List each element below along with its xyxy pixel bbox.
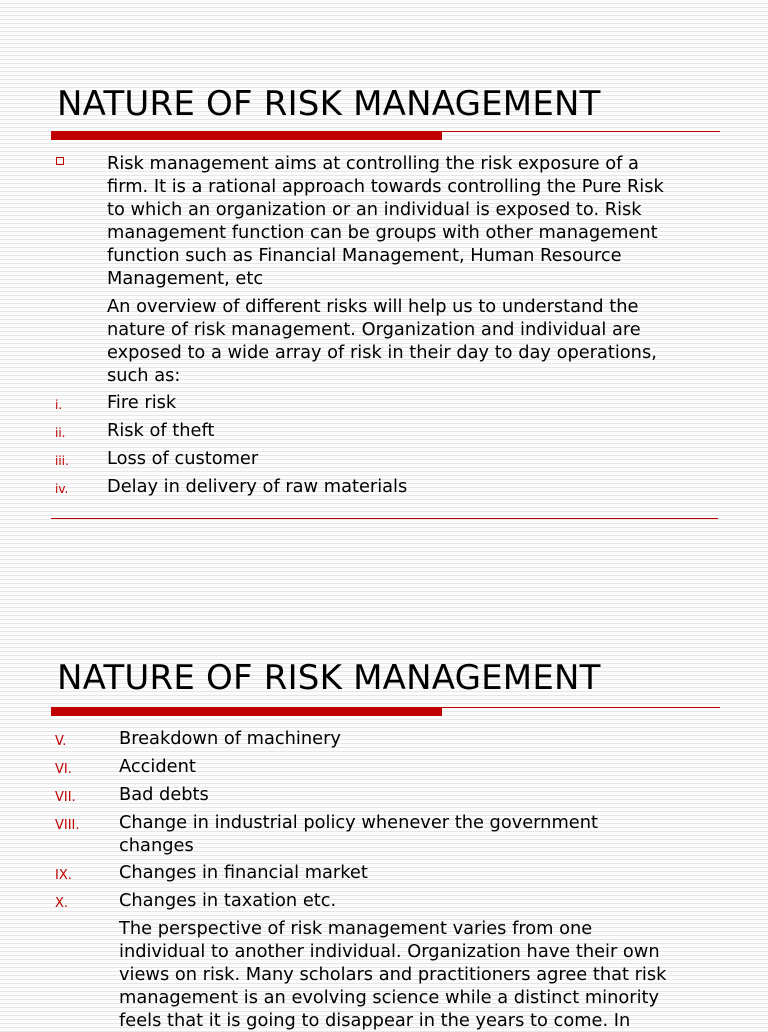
paragraph-perspective (119, 917, 666, 1032)
paragraph-risk-management-aims (107, 152, 664, 290)
paragraph-line: management function can be groups with other management (107, 222, 658, 243)
paragraph-line: Risk management aims at controlling the risk exposure of a (107, 153, 639, 174)
paragraph-line: firm. It is a rational approach towards controlling the Pure Risk (107, 176, 664, 197)
paragraph-line: function such as Financial Management, Human Resource (107, 245, 622, 266)
list-marker: IX. (55, 868, 72, 883)
list-item-text-continued: changes (119, 835, 194, 856)
list-marker: VII. (55, 790, 76, 805)
paragraph-line: The perspective of risk management varies from one (119, 918, 593, 939)
paragraph-line: management is an evolving science while a distinct minority (119, 987, 660, 1008)
list-marker: ii. (55, 426, 66, 440)
list-item-text: Bad debts (119, 784, 209, 805)
paragraph-line: individual to another individual. Organization have their own (119, 941, 660, 962)
list-item-text: Accident (119, 756, 196, 777)
paragraph-line: exposed to a wide array of risk in their day to day operations, (107, 342, 657, 363)
title-underline-thin (442, 707, 720, 708)
list-item-text: Change in industrial policy whenever the government (119, 812, 598, 833)
paragraph-line: such as: (107, 365, 181, 386)
list-marker: iv. (55, 482, 69, 496)
paragraph-overview (107, 295, 657, 387)
list-item-text: Breakdown of machinery (119, 728, 341, 749)
list-item-text: Loss of customer (107, 448, 259, 469)
list-item-text: Delay in delivery of raw materials (107, 476, 408, 497)
paragraph-line: Management, etc (107, 268, 264, 289)
title-underline-thick (51, 707, 442, 716)
list-item-text: Fire risk (107, 392, 177, 413)
paragraph-line: feels that it is going to disappear in the years to come. In (119, 1010, 631, 1031)
list-marker: VIII. (55, 818, 80, 833)
paragraph-line: nature of risk management. Organization and individual are (107, 319, 641, 340)
list-marker: X. (55, 896, 69, 911)
list-marker: iii. (55, 454, 69, 468)
list-item-text: Changes in financial market (119, 862, 368, 883)
paragraph-line: to which an organization or an individual is exposed to. Risk (107, 199, 642, 220)
list-marker: V. (55, 734, 67, 749)
title-underline-thin (442, 131, 720, 132)
slide-bottom-rule (51, 518, 718, 519)
slide-title: NATURE OF RISK MANAGEMENT (57, 84, 601, 124)
paragraph-line: An overview of different risks will help us to understand the (107, 296, 639, 317)
list-marker: i. (55, 398, 63, 412)
list-marker: VI. (55, 762, 72, 777)
square-bullet-icon (56, 157, 64, 165)
list-item-text: Changes in taxation etc. (119, 890, 337, 911)
slide-2 (0, 576, 768, 1031)
slide-title: NATURE OF RISK MANAGEMENT (57, 658, 601, 698)
list-item-text: Risk of theft (107, 420, 215, 441)
paragraph-line: views on risk. Many scholars and practitioners agree that risk (119, 964, 667, 985)
title-underline-thick (51, 131, 442, 140)
